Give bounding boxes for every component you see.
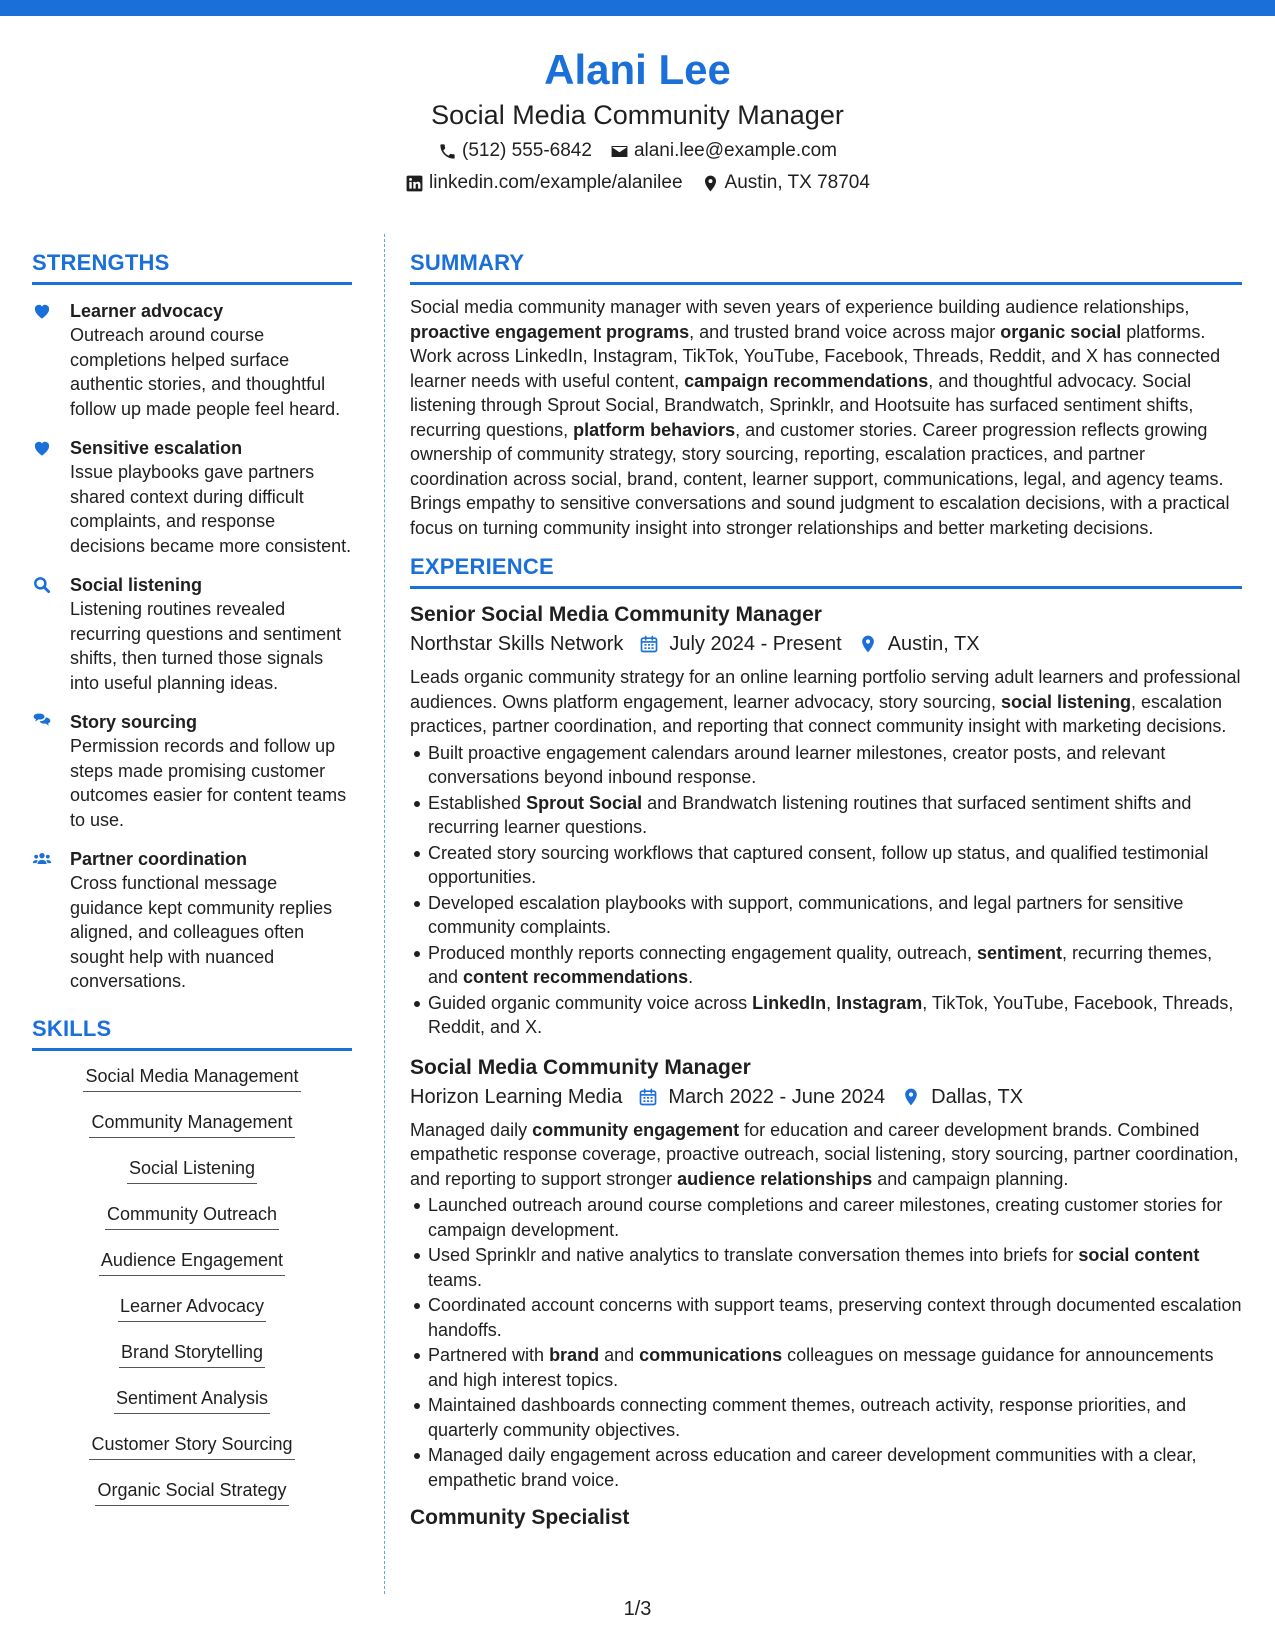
strength-title: Sensitive escalation [70,438,243,458]
phone-number: (512) 555-6842 [462,140,592,161]
contact-row-1 [0,138,1275,164]
calendar-icon [639,634,659,654]
candidate-title: Social Media Community Manager [431,100,844,130]
bold-keyword: LinkedIn [752,992,827,1013]
skill-item: Audience Engagement [99,1247,285,1276]
email-address[interactable]: alani.lee@example.com [633,140,837,161]
bold-keyword: brand [549,1345,600,1365]
skill-item: Learner Advocacy [118,1293,266,1322]
strength-item [32,573,352,695]
summary-heading: SUMMARY [410,248,1242,285]
strength-item [32,710,352,832]
job-dates: March 2022 - June 2024 [668,1085,886,1108]
job-description: Leads organic community strategy for an online learning portfolio serving adult learners and professional audiences. Owns platform engagement, learner advocacy, story sourcing, social listening, escalation practices, partner coordination, and reporting that connect community insight with marketing decisions. [410,667,1241,736]
map-pin-icon [701,174,720,193]
comments-icon [32,712,52,732]
job-entry [410,1054,1242,1493]
strength-description: Cross functional message guidance kept community replies aligned, and colleagues often sought help with nuanced conversations. [70,873,333,991]
job-bullet: Developed escalation playbooks with support, communications, and legal partners for sensitive community complaints. [410,891,1242,940]
job-bullet: Produced monthly reports connecting engagement quality, outreach, sentiment, recurring themes, and content recommendations. [410,941,1242,990]
column-divider [384,234,385,1594]
job-dates-group [638,1082,885,1112]
phone-icon [438,142,457,161]
job-bullet: Partnered with brand and communications colleagues on message guidance for announcements and high interest topics. [410,1343,1242,1392]
job-bullet: Coordinated account concerns with support teams, preserving context through documented escalation handoffs. [410,1293,1242,1342]
job-entry [410,601,1242,1040]
job-bullet: Maintained dashboards connecting comment themes, outreach activity, response priorities, and quarterly community objectives. [410,1393,1242,1442]
skill-item: Social Listening [127,1155,257,1184]
skill-item: Sentiment Analysis [114,1385,270,1414]
bold-keyword: Sprout Social [526,792,643,813]
job-meta [410,1082,1242,1112]
right-column [410,248,1242,1532]
skill-item: Social Media Management [83,1063,300,1092]
bold-keyword: sentiment [977,942,1063,963]
skill-item: Brand Storytelling [119,1339,265,1368]
page-number: 1/3 [623,1598,652,1620]
contact-row-2 [0,170,1275,196]
job-description: Managed daily community engagement for education and career development brands. Combined empathetic response coverage, proactive outreach, social listening, story sourcing, partner coordination, and reporting to support stronger audience relationships and campaign planning. [410,1119,1239,1189]
bold-keyword: platform behaviors [573,419,736,440]
job-bullets [410,1193,1242,1492]
strengths-heading: STRENGTHS [32,248,352,285]
strength-title: Story sourcing [70,712,198,732]
linkedin-contact[interactable] [405,170,682,196]
bold-keyword: social listening [1000,691,1132,712]
job-bullet: Created story sourcing workflows that captured consent, follow up status, and qualified testimonial opportunities. [410,841,1242,890]
bold-keyword: audience relationships [677,1168,873,1189]
linkedin-url[interactable]: linkedin.com/example/alanilee [429,172,683,193]
skills-heading: SKILLS [32,1014,352,1051]
skills-list [32,1063,352,1523]
job-location: Austin, TX [887,633,980,655]
job-bullet: Built proactive engagement calendars around learner milestones, creator posts, and relevant conversations beyond inbound response. [410,741,1242,790]
map-pin-icon [901,1087,921,1107]
strength-item [32,436,352,558]
skill-item: Community Outreach [105,1201,279,1230]
strength-item [32,847,352,994]
job-bullet: Guided organic community voice across LinkedIn, Instagram, TikTok, YouTube, Facebook, Threads, Reddit, and X. [410,991,1242,1040]
job-location-group [858,629,980,659]
search-icon [32,575,52,595]
job-title: Senior Social Media Community Manager [410,603,822,626]
skill-item: Customer Story Sourcing [89,1431,294,1460]
job-meta [410,629,1242,659]
candidate-name: Alani Lee [544,46,731,93]
linkedin-icon [405,174,424,193]
experience-heading: EXPERIENCE [410,552,1242,589]
calendar-icon [638,1087,658,1107]
strengths-list [32,299,352,994]
job-dates-group [639,629,841,659]
left-column [32,248,352,1523]
bold-keyword: social content [1078,1245,1200,1265]
strength-description: Issue playbooks gave partners shared context during difficult complaints, and response decisions became more consistent. [70,462,352,556]
strength-title: Social listening [70,575,203,595]
bold-keyword: content recommendations [463,967,689,987]
resume-header [0,42,1275,196]
strength-description: Permission records and follow up steps made promising customer outcomes easier for content teams to use. [70,736,347,830]
job-bullet: Established Sprout Social and Brandwatch listening routines that surfaced sentiment shifts and recurring learner questions. [410,791,1242,840]
job-dates: July 2024 - Present [669,633,842,655]
heart-icon [32,301,52,321]
strength-title: Learner advocacy [70,301,224,321]
strength-description: Outreach around course completions helped surface authentic stories, and thoughtful follow up made people feel heard. [70,325,341,419]
bold-keyword: Instagram [836,992,923,1013]
skill-item: Organic Social Strategy [95,1477,288,1506]
job-bullet: Launched outreach around course completions and career milestones, creating customer stories for campaign development. [410,1193,1242,1242]
bold-keyword: proactive engagement programs [410,321,690,342]
job-company: Northstar Skills Network [410,633,624,655]
job-title: Social Media Community Manager [410,1055,751,1079]
strength-description: Listening routines revealed recurring questions and sentiment shifts, then turned those signals into useful planning ideas. [70,599,342,693]
location-contact [701,170,870,196]
email-contact[interactable] [610,138,837,164]
bold-keyword: organic social [1000,321,1122,342]
job-location-group [901,1082,1023,1112]
heart-icon [32,438,52,458]
bold-keyword: community engagement [532,1119,740,1140]
job-bullet: Used Sprinklr and native analytics to translate conversation themes into briefs for social content teams. [410,1243,1242,1292]
phone-contact [438,138,592,164]
strength-item [32,299,352,421]
summary-text: Social media community manager with seven years of experience building audience relationships, proactive engagement programs, and trusted brand voice across major organic social platforms. Work across LinkedIn, Instagram, TikTok, YouTube, Facebook, Threads, Reddit, and X has connected learner needs with useful content, campaign recommendations, and thoughtful advocacy. Social listening through Sprout Social, Brandwatch, Sprinklr, and Hootsuite has surfaced sentiment shifts, recurring questions, platform behaviors, and customer stories. Career progression reflects growing ownership of community strategy, story sourcing, reporting, escalation practices, and partner coordination across social, brand, content, learner support, communications, legal, and agency teams. Brings empathy to sensitive conversations and sound judgment to escalation decisions, with a practical focus on turning community insight into stronger relationships and better marketing decisions. [410,297,1230,538]
job-location: Dallas, TX [931,1085,1024,1108]
skill-item: Community Management [89,1109,294,1138]
bold-keyword: communications [639,1345,783,1365]
job-company: Horizon Learning Media [410,1085,623,1108]
bold-keyword: campaign recommendations [684,370,929,391]
top-accent-bar [0,0,1275,16]
location-text: Austin, TX 78704 [724,172,870,193]
map-pin-icon [858,634,878,654]
job-entry [410,1504,1242,1532]
job-bullet: Managed daily engagement across education and career development communities with a clear, empathetic brand voice. [410,1443,1242,1492]
job-title: Community Specialist [410,1506,630,1529]
envelope-icon [610,142,629,161]
strength-title: Partner coordination [70,849,248,869]
job-bullets [410,741,1242,1040]
users-icon [32,849,52,869]
